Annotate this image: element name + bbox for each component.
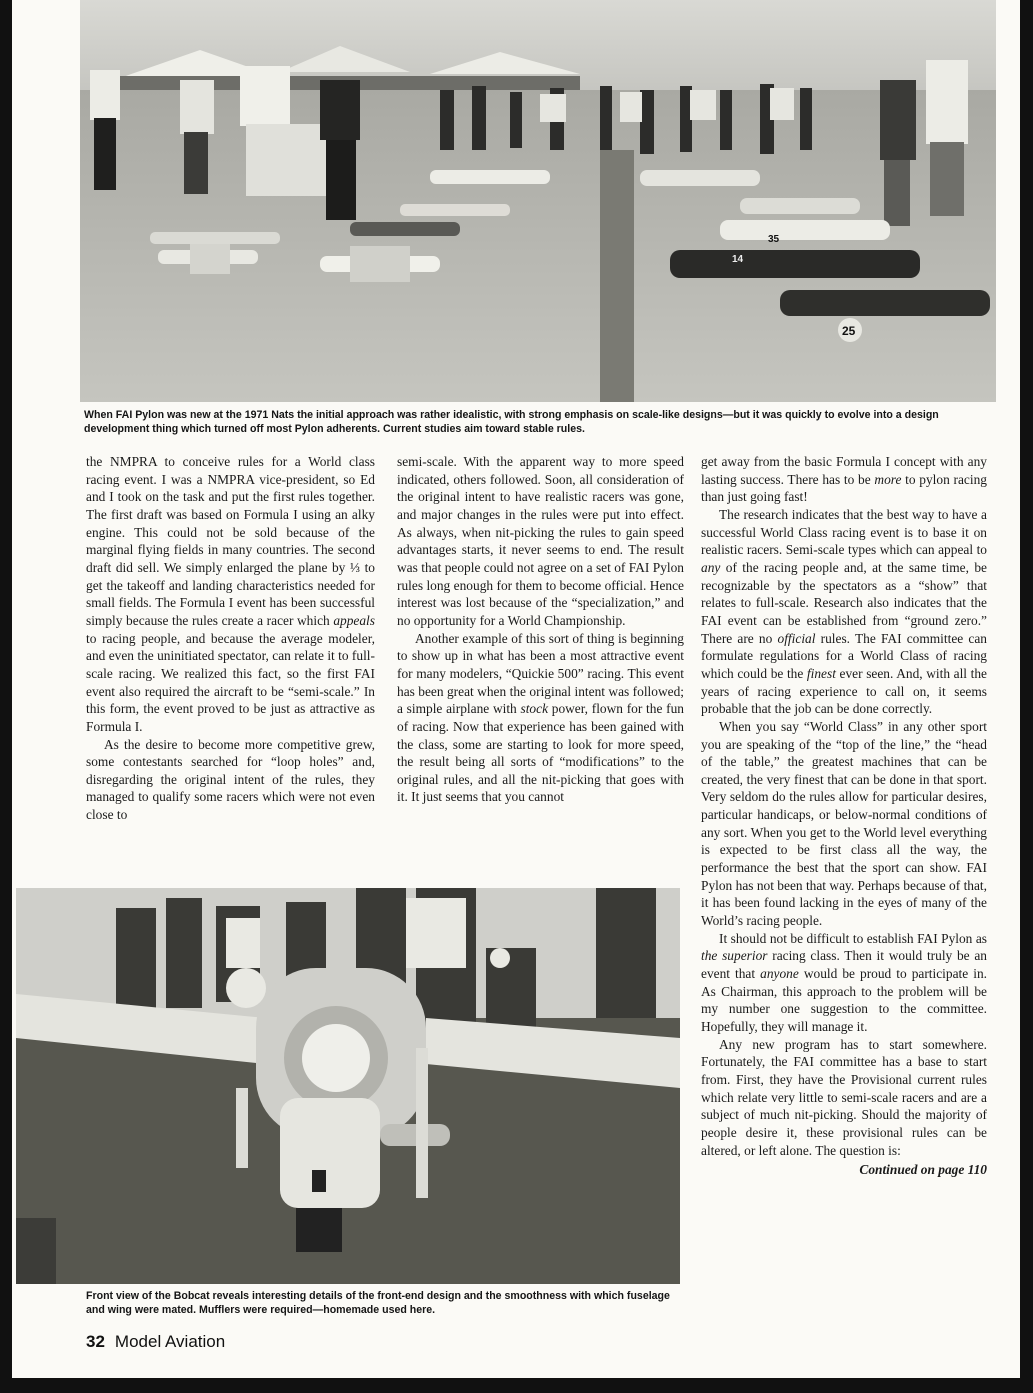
- col2-paragraph-1: semi-scale. With the apparent way to more speed indicated, others followed. Soon, all consideration of the original intent to have realistic racers was gone, and major changes in the rules were put into effect. As always, when nit-picking the rules to gain speed advantages starts, it never seems to end. The result was that people could not agree on a set of FAI Pylon rules long enough for them to become official. Hence interest was lost because of the “specialization,” and no opportunity for a World Championship.: [397, 454, 684, 628]
- continued-note: Continued on page 110: [859, 1162, 987, 1178]
- col3-paragraph-3: When you say “World Class” in any other sport you are speaking of the “top of the line,” the “head of the table,” the greatest machines that can be created, the very finest that can be done in that sport. Very seldom do the rules allow for particular desires, particular handicaps, or below-normal conditions of any sort. When you get to the World level everything is expected to be first class all the way, the performance the best that the sport can show. FAI Pylon has not been that way. Perhaps because of that, it has been found lacking in the eyes of many of the World’s racing people.: [701, 718, 987, 929]
- top-photo: [80, 0, 996, 402]
- plane-number-14: 14: [732, 254, 744, 265]
- bottom-photo-illustration: [16, 888, 680, 1284]
- col3-paragraph-2: The research indicates that the best way to have a successful World Class racing event is to base it on realistic racers. Semi-scale types which can appeal to any of the racing people and, at the same time, be recognizable by the spectators as a “show” that relates to full-scale. Research also indicates that the FAI event can be established from “ground zero.” There are no official rules. The FAI committee can formulate regulations for a World Class of racing which could be the finest ever seen. And, with all the years of racing experience to call on, it seems probable that the job can be done correctly.: [701, 506, 987, 717]
- bottom-photo: [16, 888, 680, 1284]
- top-photo-caption: When FAI Pylon was new at the 1971 Nats the initial approach was rather idealistic, with strong emphasis on scale-like designs—but it was quickly to evolve into a design development thing which turned off most Pylon adherents. Current studies aim toward stable rules.: [84, 409, 939, 435]
- plane-number-35: 35: [768, 234, 780, 245]
- col3-paragraph-1: get away from the basic Formula I concept with any lasting success. There has to be more to pylon racing than just going fast!: [701, 454, 987, 505]
- col1-paragraph-1: the NMPRA to conceive rules for a World class racing event. I was a NMPRA vice-president, so Ed and I took on the task and put the first rules together. The first draft was based on Formula I using an alky engine. This could not be sold because of the marginal flying fields in many countries. The second draft did sell. We simply enlarged the plane by ⅓ to get the takeoff and landing characteristics needed for small fields. The Formula I event has been successful simply because the rules create a racer which appeals to racing people, and because the average modeler, and even the uninitiated spectator, can relate it to full-scale racing. We realized this fact, so the first FAI event also required the aircraft to be “semi-scale.” In this form, the event proved to be just as attractive as Formula I.: [86, 454, 375, 734]
- magazine-page: [12, 0, 1020, 1378]
- plane-number-25: 25: [842, 324, 856, 338]
- text-column-3: [701, 453, 987, 1179]
- text-column-1: [86, 453, 375, 824]
- text-column-2: [397, 453, 684, 806]
- col1-paragraph-2: As the desire to become more competitive grew, some contestants searched for “loop holes” and, disregarding the original intent of the rules, they managed to qualify some racers which were not even close to: [86, 736, 375, 823]
- page-number: 32: [86, 1332, 105, 1351]
- col3-paragraph-5: Any new program has to start somewhere. Fortunately, the FAI committee has a base to start from. First, they have the Provisional current rules which relate very little to semi-scale racers and are a subject of much nit-picking. Should the majority of people desire it, these provisional rules can be altered, or left alone. The question is:: [701, 1036, 987, 1158]
- top-photo-illustration: [80, 0, 996, 402]
- magazine-name: Model Aviation: [114, 1332, 226, 1351]
- bottom-photo-caption: Front view of the Bobcat reveals interesting details of the front-end design and the smoothness with which fuselage and wing were mated. Mufflers were required—homemade used here.: [86, 1290, 670, 1316]
- col3-paragraph-4: It should not be difficult to establish FAI Pylon as the superior racing class. Then it would truly be an event that anyone would be proud to participate in. As Chairman, this approach to the problem will be my number one suggestion to the committee. Hopefully, they will manage it.: [701, 930, 987, 1034]
- page-footer: [86, 1332, 225, 1352]
- col2-paragraph-2: Another example of this sort of thing is beginning to show up in what has been a most attractive event for many modelers, “Quickie 500” racing. This event has been great when the original intent was followed; a simple airplane with stock power, flown for the fun of racing. Now that experience has been gained with the class, some are starting to look for more speed, the result being all sorts of “modifications” to the original rules, and all the nit-picking that goes with it. It just seems that you cannot: [397, 630, 684, 805]
